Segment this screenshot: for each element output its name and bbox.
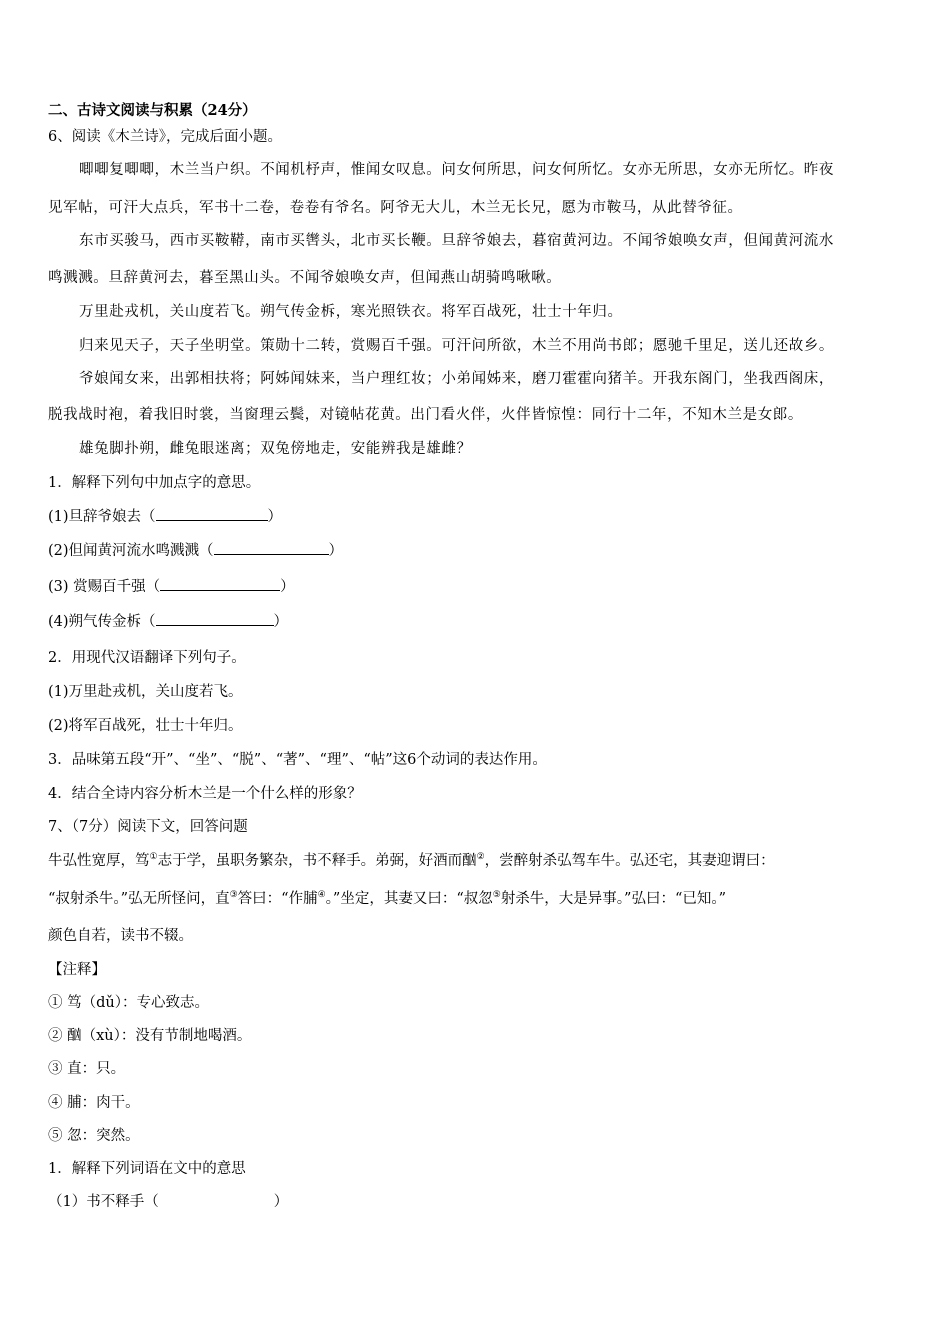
q7-sub1-item: （1）书不释手（ ） [48, 1194, 289, 1210]
note-item: ④ 脯：肉干。 [48, 1095, 140, 1111]
q6-sub2-title: 2．用现代汉语翻译下列句子。 [48, 650, 246, 666]
q6-sub2-item: (1)万里赴戎机，关山度若飞。 [48, 684, 243, 700]
passage-line: 颜色自若，读书不辍。 [48, 928, 193, 944]
answer-blank[interactable] [214, 541, 329, 555]
note-item: ① 笃（dǔ）：专心致志。 [48, 995, 209, 1011]
poem-line: 爷娘闻女来，出郭相扶将；阿姊闻妹来，当户理红妆；小弟闻姊来，磨刀霍霍向猪羊。开我东阁门，坐我西阁床， [79, 371, 834, 387]
q6-sub1-item: (4)朔气传金柝（ ） [48, 614, 289, 630]
question-7-title: 7、（7分）阅读下文，回答问题 [48, 819, 248, 835]
poem-line: 归来见天子，天子坐明堂。策勋十二转，赏赐百千强。可汗问所欲，木兰不用尚书郎；愿驰千里足，送儿还故乡。 [79, 338, 834, 354]
q6-sub1-item: (2)但闻黄河流水鸣溅溅（ ） [48, 543, 344, 559]
poem-line: 鸣溅溅。旦辞黄河去，暮至黑山头。不闻爷娘唤女声，但闻燕山胡骑鸣啾啾。 [48, 270, 562, 286]
q6-sub1-item: (3) 赏赐百千强（ ） [48, 579, 295, 595]
q6-sub2-item: (2)将军百战死，壮士十年归。 [48, 718, 243, 734]
notes-title: 【注释】 [48, 962, 106, 978]
answer-blank[interactable] [156, 612, 274, 626]
q6-sub3: 3．品味第五段“开”、“坐”、“脱”、“著”、“理”、“帖”这6个动词的表达作用。 [48, 752, 547, 768]
poem-line: 唧唧复唧唧，木兰当户织。不闻机杼声，惟闻女叹息。问女何所思，问女何所忆。女亦无所思，女亦无所忆。昨夜 [79, 162, 834, 178]
question-6-intro: 6、阅读《木兰诗》，完成后面小题。 [48, 129, 282, 145]
poem-line: 东市买骏马，西市买鞍鞯，南市买辔头，北市买长鞭。旦辞爷娘去，暮宿黄河边。不闻爷娘唤女声，但闻黄河流水 [79, 233, 834, 249]
poem-line: 万里赴戎机，关山度若飞。朔气传金柝，寒光照铁衣。将军百战死，壮士十年归。 [79, 304, 623, 320]
q6-sub4: 4．结合全诗内容分析木兰是一个什么样的形象？ [48, 786, 362, 802]
note-item: ③ 直：只。 [48, 1061, 126, 1077]
section-title: 二、古诗文阅读与积累（24分） [48, 102, 257, 119]
answer-blank[interactable] [156, 507, 268, 521]
note-item: ② 酗（xù）：没有节制地喝酒。 [48, 1028, 252, 1044]
answer-blank[interactable] [160, 577, 280, 591]
poem-line: 雄兔脚扑朔，雌兔眼迷离；双兔傍地走，安能辨我是雄雌？ [79, 441, 472, 457]
passage-line: “叔射杀牛。”弘无所怪问，直③答曰：“作脯④。”坐定，其妻又曰：“叔忽⑤射杀牛，大是异事。”弘曰：“已知。” [48, 890, 727, 907]
q7-sub1-title: 1．解释下列词语在文中的意思 [48, 1161, 246, 1177]
passage-line: 牛弘性宽厚，笃①志于学，虽职务繁杂，书不释手。弟弼，好酒而酗②，尝醉射杀弘驾车牛。弘还宅，其妻迎谓曰： [48, 852, 775, 869]
poem-line: 见军帖，可汗大点兵，军书十二卷，卷卷有爷名。阿爷无大儿，木兰无长兄，愿为市鞍马，从此替爷征。 [48, 200, 743, 216]
q6-sub1-title: 1．解释下列句中加点字的意思。 [48, 475, 261, 491]
poem-line: 脱我战时袍，着我旧时裳，当窗理云鬓，对镜帖花黄。出门看火伴，火伴皆惊惶：同行十二年，不知木兰是女郎。 [48, 407, 803, 423]
q6-sub1-item: (1)旦辞爷娘去（ ） [48, 509, 283, 525]
note-item: ⑤ 忽：突然。 [48, 1128, 140, 1144]
